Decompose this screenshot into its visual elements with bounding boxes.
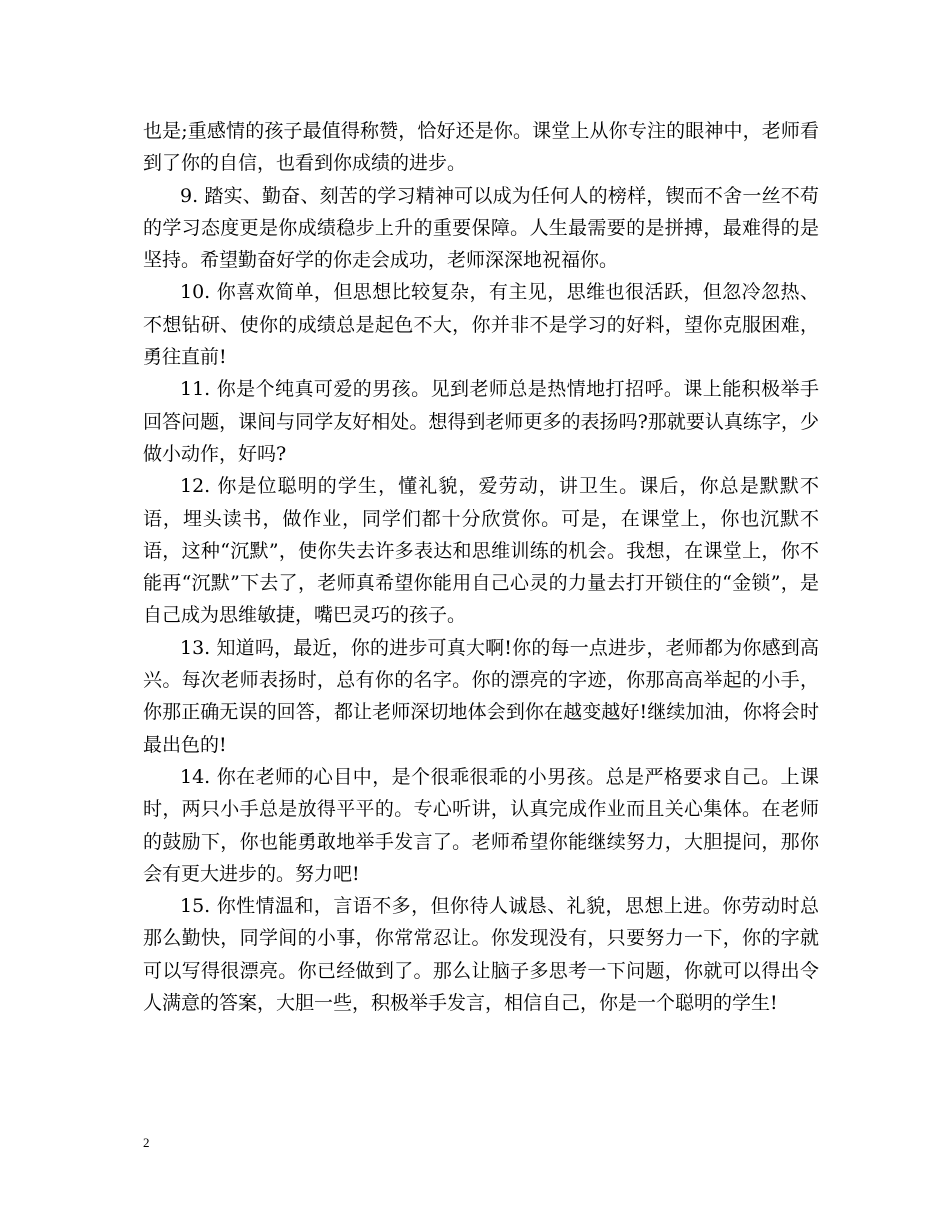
page-number: 2 bbox=[143, 1135, 150, 1150]
document-body bbox=[143, 115, 819, 1019]
paragraph-item-10: 10. 你喜欢简单，但思想比较复杂，有主见，思维也很活跃，但忽冷忽热、不想钻研、使你的成绩总是起色不大，你并非不是学习的好料，望你克服困难，勇往直前! bbox=[143, 281, 819, 369]
paragraph-item-12: 12. 你是位聪明的学生，懂礼貌，爱劳动，讲卫生。课后，你总是默默不语，埋头读书，做作业，同学们都十分欣赏你。可是，在课堂上，你也沉默不语，这种“沉默”，使你失去许多表达和思维训练的机会。我想，在课堂上，你不能再“沉默”下去了，老师真希望你能用自己心灵的力量去打开锁住的“金锁”，是自己成为思维敏捷，嘴巴灵巧的孩子。 bbox=[143, 475, 819, 627]
paragraph-item-15: 15. 你性情温和，言语不多，但你待人诚恳、礼貌，思想上进。你劳动时总那么勤快，同学间的小事，你常常忍让。你发现没有，只要努力一下，你的字就可以写得很漂亮。你已经做到了。那么让脑子多思考一下问题，你就可以得出令人满意的答案，大胆一些，积极举手发言，相信自己，你是一个聪明的学生! bbox=[143, 895, 819, 1015]
paragraph-continuation: 也是;重感情的孩子最值得称赞，恰好还是你。课堂上从你专注的眼神中，老师看到了你的自信，也看到你成绩的进步。 bbox=[143, 120, 819, 175]
paragraph-item-9: 9. 踏实、勤奋、刻苦的学习精神可以成为任何人的榜样，锲而不舍一丝不苟的学习态度更是你成绩稳步上升的重要保障。人生最需要的是拼搏，最难得的是坚持。希望勤奋好学的你走会成功，老师深深地祝福你。 bbox=[143, 184, 819, 272]
paragraph-item-13: 13. 知道吗，最近，你的进步可真大啊!你的每一点进步，老师都为你感到高兴。每次老师表扬时，总有你的名字。你的漂亮的字迹，你那高高举起的小手，你那正确无误的回答，都让老师深切地体会到你在越变越好!继续加油，你将会时最出色的! bbox=[143, 636, 819, 756]
paragraph-item-11: 11. 你是个纯真可爱的男孩。见到老师总是热情地打招呼。课上能积极举手回答问题，课间与同学友好相处。想得到老师更多的表扬吗?那就要认真练字，少做小动作，好吗? bbox=[143, 378, 819, 465]
paragraph-item-14: 14. 你在老师的心目中，是个很乖很乖的小男孩。总是严格要求自己。上课时，两只小手总是放得平平的。专心听讲，认真完成作业而且关心集体。在老师的鼓励下，你也能勇敢地举手发言了。老师希望你能继续努力，大胆提问，那你会有更大进步的。努力吧! bbox=[143, 765, 819, 885]
